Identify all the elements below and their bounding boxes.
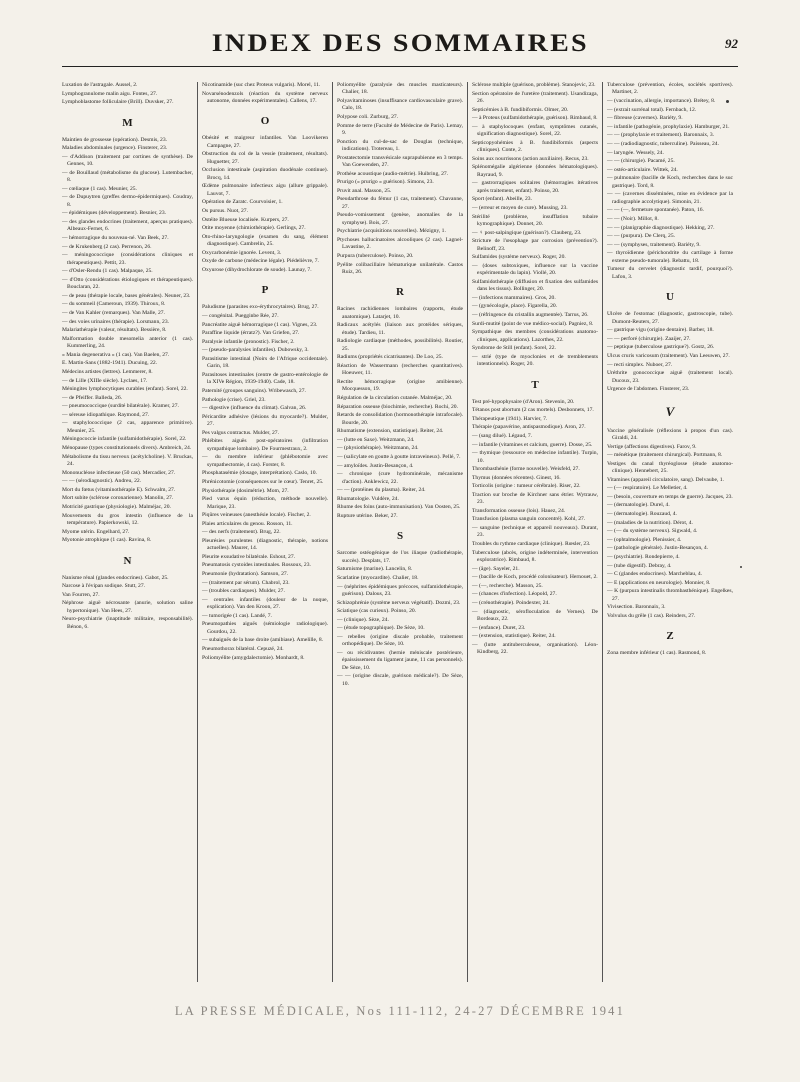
index-entry: — (psychiatrie). Rondepierre, 4. [607,554,680,561]
index-entry: Œdème pulmonaire infectieux aigu (allure grippale). Lauvot, 7. [202,183,328,197]
index-entry: — ou récidivantes (hernie méniscale postérieure, épaississement du ligament jaune, 11 cas personnels). De Sèze, 10. [337,649,463,671]
index-entry: Os pursus. Nuot, 27. [202,208,248,214]
index-entry: E. Martin-Sans (1882-1941). Ducuing, 22. [62,360,158,367]
section-letter: N [123,554,132,567]
index-entry: — du sommeil (Cameroun, 1939). Thiroux, 8. [62,301,166,308]
index-entry: Ulcère de l'estomac (diagnostic, gastroscopie, tube). Dumont-Reuters, 27. [607,311,733,325]
index-entry: — de Van Kahler (remarques). Van Malle, 27. [62,309,165,316]
index-entry: Mononucléose infectieuse (50 cas). Mercadier, 27. [62,469,176,476]
index-entry: — strié (type de myoclonies et de tremblements intentionnels). Roger, 20. [472,353,598,368]
index-entry: Obstruction du col de la vessie (traitement, résultats). Huguetter, 27. [202,151,328,165]
index-entry: Polypose coli. Zurburg, 27. [337,114,399,120]
index-entry: — — (symphyses, traitement). Bariéty, 9. [607,241,701,248]
index-entry: — tumorigée (1 cas). Landé, 7. [202,612,272,619]
index-entry: — gastrorragiques solitaires (hémorragies itératives après traitement, enfant). Poinso, 20. [472,180,598,194]
index-entry: Vaccine généralisée (réflexions à propos d'un cas). Giraldi, 24. [607,427,733,441]
index-entry: — (—, recherche). Masson, 25. [472,582,543,589]
index-entry: Stérilité (problème, insufflation tubaire kymographique). Donnet, 20. [472,213,598,227]
index-entry: — ♀ post-salpingique (guérison?). Clauberg, 23. [472,229,582,236]
section-letter: S [396,530,404,543]
index-entry: Splénomégalie algérienne (données hématologiques). Rayraud, 9. [472,164,598,178]
index-entry: Traction sur broche de Kirchner sans étrier. Wytrauw, 23. [472,491,598,506]
index-entry: Tuberculose (abcès, origine indéterminée, intervention exploratrice). Rimbaud, 8. [472,549,598,564]
index-entry: Sulfamides (système nerveux). Roger, 20. [472,254,566,261]
index-entry: Mouvements du gros intestin (influence de la température). Papierkowski, 12. [62,512,193,527]
ink-speck [726,100,729,103]
index-entry: — (bacille de Koch, procédé colonisateur). Hernouet, 2. [472,574,598,581]
index-entry: — du membre inférieur (phlébotomie avec sympathectomie, 4 cas). Forster, 8. [202,454,328,468]
index-entry: Pseudarthrose du fémur (1 cas, traitement). Chavanne, 27. [337,196,463,210]
index-entry: Paraffine liquide (érratz?). Van Griefen, 27. [202,330,300,337]
index-entry: Transfusion (plasma sanguin concentré). Kohl, 27. [472,516,586,523]
index-entry: — (— respiratoire). Le Melletier, 4. [607,485,688,492]
section-letter: M [122,116,133,129]
page-title: INDEX DES SOMMAIRES [211,30,589,57]
index-entry: — (pathologie générale). Justin-Besançon, 4. [607,545,709,552]
index-entry: Réaction de Wassermann (recherches quantitatives). Hoeuwer, 11. [337,362,463,377]
page-header [0,30,800,58]
index-entry: — (tube digestif). Debray, 4. [607,562,672,569]
index-entry: Troubles du rythme cardiaque (clinique). Rœsler, 23. [472,541,591,548]
index-entry: — pulmonaire (bacille de Koch, recherches dans le suc gastrique). Tord, 8. [607,175,733,189]
index-entry: Thymus (données récentes). Ginest, 16. [472,474,561,481]
index-entry: Vertige (affections digestives). Farov, 9. [607,443,697,450]
index-entry: — — (purpura). De Clerq, 25. [607,233,676,240]
index-entry: Zona membre inférieur (1 cas). Rasmond, 8. [607,650,707,657]
index-entry: Lymphoblastome folliculaire (Brill). Duvsker, 27. [62,99,174,106]
index-entry: — (troubles cardiaques). Mulder, 27. [202,588,285,595]
index-entry: — — perforé (chirurgie). Zaaijer, 27. [607,335,691,342]
index-entry: — (étude topographique). De Sèze, 10. [337,625,425,632]
index-entry: Saturnisme (marine). Lancelin, 8. [337,566,413,573]
index-entry: — (— du système nerveux). Sigwald, 4. [607,528,698,535]
index-entry: Section opératoire de l'uretère (traitement). Usandizaga, 26. [472,90,598,104]
index-entry: Volvulus du grêle (1 cas). Reinders, 27. [607,613,696,619]
index-entry: Vivisection. Baronnaix, 3. [607,604,666,611]
index-entry: Métabolisme du tissu nerveux (acétylcholine). V. Bruckas, 24. [62,453,193,468]
index-entry: Oto-rhino-laryngologie (examen du sang, élément diagnostique). Cambrelin, 25. [202,233,328,248]
index-entry: — — (prophylaxie et traitement). Baronnaix, 3. [607,132,715,139]
index-entry: Radiologie cardiaque (méthodes, possibilités). Routier, 25. [337,338,463,352]
index-entry: — infantile (vitamines et calcium, guerre). Dosse, 25. [472,441,593,448]
index-entry: Parasitoses intestinales (centre de gastro-entérologie de la XIVe Région, 1939-1940). Cade, 18. [202,371,328,386]
index-entry: Vitamines (appareil circulatoire, sang). Delvaube, 1. [607,476,724,483]
header-rule [62,66,738,67]
index-entry: — chronique (cure hydrominérale, mécanisme d'action). Anklewicz, 22. [337,471,463,485]
index-entry: — (gynécologie, place). Figarella, 20. [472,303,558,310]
index-entry: Opération de Zaratc. Courvoisier, 1. [202,199,283,206]
index-entry: Pathologie (crise). Griel, 23. [202,396,266,403]
index-entry: — — (sérodiagnostic). Andreu, 22. [62,478,142,485]
index-entry: Pied varus équin (réduction, méthode nouvelle). Marique, 23. [202,496,328,510]
index-entry: Surdi-mutité (point de vue médico-social). Pagniez, 8. [472,320,594,327]
index-entry: — thyroïdienne (périchondrite du cartilage à forme externe pseudo-tumorale). Rebattu, 18. [607,250,733,264]
index-entry: Sport (enfant). Abeille, 23. [472,196,532,203]
index-entry: — (traitement par sérum). Chabrol, 23. [202,579,290,586]
index-entry: Thérapie (papavérine, antispasmodique). Aron, 27. [472,424,586,431]
index-entry: Polyavitaminoses (insuffisance cardiovasculaire grave). Calo, 18. [337,98,463,112]
index-entry: Mort du fœtus (vitaminothérapie E). Schwalm, 27. [62,486,176,493]
index-entry: — peptique (tuberculose gastrique?). Gostz, 26. [607,344,715,351]
index-entry: Myotonie atrophique (1 cas). Ravina, 8. [62,537,152,544]
index-entry: Maintien de grossesse (opération). Desmis, 23. [62,136,168,143]
index-entry: — E (applications en neurologie). Monnier, 8. [607,579,711,586]
index-entry: Paternité (groupes sanguins). Wribewasch, 27. [202,387,306,394]
index-entry: — sanguine (technique et appareil nouveaux). Durant, 23. [472,525,598,539]
index-entry: — subaiguës de la base droite (amibiase). Amelille, 8. [202,637,324,644]
index-entry: Otite moyenne (chimiothérapie). Gerlings, 27. [202,225,306,232]
index-entry: Phosphatasémie (dosage, interprétation). Caslo, 10. [202,470,317,477]
index-entry: — — (Noir). Millot, 8. [607,215,659,222]
index-entry: — (âge). Sayeler, 21. [472,565,520,572]
index-entry: — (physiothérapie). Weitzmann, 24. [337,445,419,452]
index-entry: — des nerfs (traitement). Brug, 22. [202,529,281,536]
index-entry: — de Lille (XIIIe siècle). Lyclaes, 17. [62,377,148,384]
index-entry: — (maladies de la nutrition). Dérot, 4. [607,519,693,526]
index-entry: — (sang dilué). Légaud, 7. [472,432,533,439]
index-entry: Oxycarbonémie ignorée. Levent, 3. [202,249,282,256]
index-entry: Purpura (tuberculose). Poinso, 20. [337,252,414,259]
index-entry: Méningococcie infantile (sulfamidothérapie). Sorel, 22. [62,436,187,443]
index-entry: Malariathérapie (valeur, résultats). Bessière, 8. [62,327,167,334]
index-entry: — (enfance). Duret, 23. [472,624,526,631]
index-entry: Racines rachidiennes lombaires (rapports, étude anatomique). Latarjet, 10. [337,306,463,320]
index-entry: Pancréatite aiguë hémorragique (1 cas). Vignes, 23. [202,321,318,328]
index-entry: — (diagnostic, sérofloculation de Vernes). De Bordeaux, 22. [472,608,598,623]
index-entry: — de Krukenberg (2 cas). Perrenon, 26. [62,243,152,250]
index-entry: Prothèse acoustique (audio-métrie). Huibring, 27. [337,170,449,177]
index-entry: Thérapeutique (1941). Harvier, 7. [472,415,548,422]
index-entry: Rupture utérine. Beker, 27. [337,512,398,519]
index-entry: Paludisme (parasites exo-érythrocytaires). Brug, 27. [202,304,319,311]
index-entry: Pes valgus contractus. Mulder, 27. [202,429,279,436]
index-entry: Myome utérin. Engelhard, 27. [62,528,130,535]
index-entry: Pseudo-vomissement (genèse, anomalies de la symphyse). Bois, 27. [337,212,463,226]
index-entry: Poliomyélite (paralysie des muscles masticateurs). Chalier, 18. [337,82,463,96]
index-entry: — d'Otto (considérations étiologiques et thérapeutiques). Bouclaran, 22. [62,276,193,291]
index-entry: Ostéite Blueuse localisée. Kurpers, 27. [202,216,289,223]
index-entry: — (dermatologie). Rouzaud, 4. [607,511,677,518]
index-entry: Ulcus cruris varicosum (traitement). Van Leeuwen, 27. [607,352,730,359]
index-entry: Test pré-hypophysaire (d'Aron). Stevenin, 20. [472,398,575,405]
index-entry: Prurigo (« prurigo » guérison). Simons, 23. [337,179,434,186]
index-entry: Physiothérapie (dosimétrie). Mom, 27. [202,487,289,494]
index-entry: Stricture de l'œsophage par corrosion (prévention?). Belinoff, 23. [472,238,598,252]
index-entry: — de Bouillaud (métabolisme du glucose). Lutembacher, 8. [62,169,193,184]
index-entry: — séreuse idiopathique. Raymond, 27. [62,411,150,418]
index-entry: Pneumopathies aiguës (sémiologie radiologique). Gourdou, 22. [202,621,328,635]
index-column [332,82,467,982]
index-entry: — (infections mammaires). Gros, 20. [472,294,556,301]
index-entry: Rhumatisme (extension, statistique). Reiter, 24. [337,428,444,435]
index-entry: Prostatectomie transvésicale suprapubienne en 3 temps. Van Goewenden, 27. [337,154,463,168]
index-entry: Phlébites aiguës post-opératoires (infiltration sympathique lombaire). De Fourmestraux, 2. [202,438,328,452]
ink-speck [740,566,742,568]
index-entry: Péricardite adhésive (lésions du myocarde?). Mulder, 27. [202,413,328,428]
index-entry: Ptychoses hallucinatoires alcooliques (2 cas). Lagnel-Lavastine, 2. [337,236,463,251]
index-entry: Scarlatine (myocardite). Chalier, 18. [337,574,419,581]
index-entry: Radiums (propriétés cicatrisantes). De Loo, 25. [337,354,443,361]
index-entry: — (extrait surrénal total). Fernbach, 12. [607,106,697,113]
index-entry: — — (protéines du plasma). Reiter, 24. [337,487,426,494]
index-entry: Sympathique des membres (considérations anatomo-cliniques, applications). Lazorthes, 22. [472,329,598,343]
index-entry: Pomme de terre (Faculté de Médecine de Paris). Lemay, 9. [337,122,463,136]
page-number: 92 [725,36,738,51]
section-letter: U [666,291,674,304]
index-entry: Tumeur du cervelet (diagnostic tardif, pourquoi?). Lafon, 3. [607,266,733,280]
index-entry: Syndrome de Still (enfant). Sorel, 22. [472,345,556,352]
section-letter: T [531,378,539,391]
index-entry: — thymique (ressource en médecine infantile). Turpin, 10. [472,450,598,464]
index-entry: Ménopause (types constitutionnels divers). Ambreich, 24. [62,445,192,452]
index-entry: Rhume des foins (auto-immunisation). Van Oosten, 25. [337,504,461,511]
index-entry: — gastrique vigu (origine dentaire). Barber, 18. [607,327,714,334]
index-entry: — (clinique). Sèze, 24. [337,616,389,623]
index-entry: — fibreuse (cavernes). Bariéty, 9. [607,115,683,122]
index-entry: — méningococcique (considérations cliniques et thérapeutiques). Pettit, 23. [62,252,193,266]
index-entry: Pruvit anal. Masson, 25. [337,187,392,194]
index-entry: Uréthrite gonococcique aiguë (traitement local). Ducoux, 23. [607,370,733,384]
journal-footer: LA PRESSE MÉDICALE, Nos 111-112, 24-27 DÉCEMBRE 1941 [174,1004,626,1018]
index-entry: Phrénicotomie (conséquences sur le cœur). Tenret, 25. [202,478,324,485]
index-entry: Obésité et maigreur infantiles. Van Loovikeren Campagne, 27. [202,135,328,149]
index-entry: — (crénothérapie). Poindexter, 24. [472,600,550,607]
index-entry: — (ophtalmologie). Plenissier, 4. [607,536,682,543]
index-entry: Neuro-psychiatrie (inaptitude militaire, responsabilité). Bénon, 6. [62,616,193,630]
index-entry: — centrales infantiles (douleur de la nuque, explication). Van den Kroon, 27. [202,596,328,611]
index-entry: — de Dupuytren (greffes dermo-épidermiques). Coudray, 8. [62,194,193,208]
index-entry: — (pseudo-paralysies infantiles). Dubowsky, 3. [202,347,309,354]
index-entry: « Mania degenerativa » (1 cas). Van Baelen, 27. [62,351,170,358]
index-entry: — (extension, statistique). Reiter, 24. [472,633,556,640]
index-entry: — de peau (thérapie locale, bases générales). Neuner, 23. [62,292,191,299]
index-entry: Van Fourren, 27. [62,591,100,598]
index-entry: Tétanos post abortum (2 cas mortels). Desbonnets, 17. [472,407,594,414]
section-letter: Z [666,630,674,643]
index-entry: — à Proteus (sulfamidothérapie, guérison). Rimbaud, 8. [472,115,598,122]
index-entry: Piqûres veineuses (anesthésie locale). Fischer, 2. [202,512,311,519]
index-entry: — infantile (pathogénie, prophylaxie). Hamburger, 21. [607,123,730,130]
index-entry: Parasitisme intestinal (Noirs de l'Afrique occidentale). Garin, 18. [202,355,328,370]
index-entry: Novarsénodenzols (réaction du système nerveux autonome, données expérimentales). Callens, 17. [202,90,328,104]
index-entry: Occlusion intestinale (aspiration duodénale continue). Brocq, 14. [202,167,328,181]
index-entry: Luxation de l'astragale. Aussel, 2. [62,82,138,88]
index-entry: Médecins artistes (lettres). Lemmerer, 8. [62,368,153,375]
index-entry: Septicopyohémies à B. fundibiformis (aspects cliniques). Conte, 2. [472,139,598,154]
index-entry: — à staphylocoques (enfant, symptômes cutanés, signification diagnostique). Sorel, 22. [472,123,598,138]
index-entry: — (lutte en Saxe). Weitzmann, 24. [337,436,415,443]
index-entry: Pneumothorax bilatéral. Cepuzé, 24. [202,646,284,653]
index-entry: — amyloïdes. Justin-Besançon, 4. [337,462,414,469]
index-entry: Schizophrénie (système nerveux végétatif). Dozmi, 23. [337,599,461,606]
index-entry: Paralysie infantile (pronostic). Fischer, 2. [202,338,295,345]
index-column [62,82,197,982]
index-column [602,82,737,982]
index-entry: — cœliaque (1 cas). Meunier, 25. [62,185,137,192]
index-entry: — — (radiodiagnostic, tuberculine). Paisseau, 24. [607,140,720,147]
index-entry: — — (chirurgie). Pacamé, 25. [607,158,675,165]
index-entry: — congénital. Puegginbe Rée, 27. [202,312,279,319]
index-entry: — d'Osler-Rendu (1 cas). Malpaque, 25. [62,268,153,275]
index-entry: — des voies urinaires (thérapie). Lorsmann, 23. [62,318,170,325]
index-entry: Mort subite (sclérose coronarienne). Manolin, 27. [62,495,174,502]
section-letter: V [665,403,675,419]
index-entry: Méningites lymphocytiques curables (enfant). Sorel, 22. [62,386,188,393]
index-entry: Psychiatrie (acquisitions nouvelles). Mézigny, 1. [337,228,446,235]
index-entry: Nanisme rénal (glandes endocrines). Gabot, 25. [62,574,169,581]
index-entry: — (néphrites épidémiques précoces, sulfamidothérapie, guérison). Dalous, 23. [337,583,463,597]
index-entry: — rebelles (origine discale probable, traitement orthopédique). De Sèze, 10. [337,633,463,648]
index-entry: Pleurésies purulentes (diagnostic, thérapie, notions actuelles). Maurer, 14. [202,537,328,552]
index-entry: Narcose à l'évipan sodique. Stutt, 27. [62,583,146,590]
index-entry: Transformation osseuse (lois). Hauez, 24. [472,507,566,514]
index-entry: Nicotinamide (suc chez Proteus vulgaris). Morel, 11. [202,82,321,88]
index-columns [62,82,738,982]
index-entry: — pneumococcique (surdité bilatérale). Kramer, 27. [62,403,179,410]
index-entry: Oxyurose (dihydrochlorate de soude). Launay, 7. [202,266,312,273]
index-entry: Thrombasthénie (forme nouvelle). Weisfeld, 27. [472,466,580,473]
index-entry: Oxyde de carbone (médecine légale). Piédelièvre, 7. [202,258,319,265]
index-entry: Pleurite exsudative bilatérale. Eshout, 27. [202,553,296,560]
index-entry: Lymphogranulome malin aigu. Fontes, 27. [62,90,158,97]
index-entry: — hémorragique du nouveau-né. Van Beek, 27. [62,234,169,241]
index-entry: Néphrose aiguë nécrosante (anurie, solution saline hypertonique). Van Hees, 27. [62,600,193,614]
index-entry: — staphylococcique (2 cas, apparence primitive). Meunier, 25. [62,420,193,434]
index-entry: Radicaux acétylés (liaison aux protéides sériques, étude). Tardieu, 11. [337,322,463,336]
section-letter: P [261,284,269,297]
index-entry: — — (origine discale, guérison médicale?). De Sèze, 10. [337,673,463,687]
index-column [197,82,332,982]
index-entry: Pneumatosis cystoides intestinales. Rossoux, 23. [202,562,311,569]
index-entry: — de Pfeiffer. Balleda, 26. [62,394,123,401]
index-entry: Sarcome ostéogénique de l'os iliaque (radiothérapie, succès). Desplats, 17. [337,550,463,564]
index-entry: Motricité gastrique (physiologie). Malméjac, 20. [62,504,171,511]
index-entry: Régulation de la circulation cutanée. Malméjac, 20. [337,394,453,401]
index-entry: Retards de consolidation (hormonothérapie intrafocale). Bourde, 20. [337,412,463,426]
index-entry: Soins aux nourrissons (action auxiliaire). Recus, 23. [472,155,589,162]
index-entry: Malformation double mesomelia anterior (1 cas). Kummerling, 24. [62,335,193,350]
index-entry: Tuberculose (prévention, écoles, sociétés sportives). Martinet, 2. [607,82,733,96]
index-entry: — (dermatologie). Durel, 4. [607,502,670,509]
index-entry: Rectite hémorragique (origine amibienne). Mocquesson, 19. [337,378,463,393]
index-entry: Pneumonie (hydratation). Samson, 27. [202,571,289,578]
index-entry: Sulfamidothérapie (diffusion et fixation des sulfamides dans les tissus). Bollinger, 20. [472,278,598,293]
index-entry: Réparation osseuse (biochimie, recherche). Rochi, 20. [337,403,459,410]
index-entry: — ostéo-articulaire. Wittek, 24. [607,166,678,173]
section-letter: R [396,286,404,299]
index-entry: Septicémies à B. fundibiformis. Olmer, 20. [472,106,569,113]
index-entry: — digestive (influence du climat). Galvan, 26. [202,405,307,412]
index-entry: — K (purpura intestinalis thrombasthénique). Engelkes, 27. [607,588,733,602]
index-entry: — des glandes endocrines (traitement, aperçus pratiques). Albeaux-Fernet, 6. [62,218,193,233]
index-entry: — — (cavernes disséminées, mise en évidence par la radiographie accolytique). Simonin, 21. [607,191,733,205]
index-entry: Sclérose multiple (guérison, problème). Stanojevic, 23. [472,82,596,88]
index-entry: Sciatique (cas curieux). Poinso, 20. [337,608,417,615]
index-entry: — laryngée. Wessely, 24. [607,149,664,156]
index-entry: Torticolis (origine : tumeur cérébrale). Riser, 22. [472,483,581,490]
index-entry: — — (planigraphie diagnostique). Hekking, 27. [607,224,715,231]
index-entry: — (réfringence du cristallin augmentée). Tarrus, 26. [472,311,589,318]
index-entry: — recti simplex. Nuboer, 27. [607,361,673,368]
index-entry: Urgence de l'abdomen. Finsterer, 23. [607,386,690,393]
index-entry: Pyélite colibacillaire hématurique unilatérale. Castos Ruiz, 26. [337,261,463,275]
index-entry: — C (glandes endocrines). Marcheblau, 4. [607,571,703,578]
section-letter: O [260,115,270,128]
index-entry: — (lutte antituberculeuse, organisation). Léon-Kindberg, 22. [472,641,598,656]
index-column [467,82,602,982]
index-entry: — (erreur et moyen de cure). Mussing, 23. [472,204,568,211]
index-entry: — (besoin, couverture en temps de guerre). Jacques, 23. [607,493,733,500]
index-entry: — (doses subtoxiques, influence sur la vaccine expérimentale du lapin). Viollé, 20. [472,262,598,277]
index-entry: — épidémiques (développement). Besnier, 23. [62,210,167,217]
index-entry: — d'Addison (traitement par cortines de synthèse). De Gennes, 10. [62,153,193,168]
index-entry: Plaies articulaires du genou. Rosson, 11. [202,520,293,527]
index-entry: Poliomyélite (amygdalectomie). Monhardt, 8. [202,654,305,661]
index-entry: — (vaccination, allergie, importance). Brétey, 8. [607,98,716,104]
index-entry: Vestiges du canal thyréoglosse (étude anatomo-clinique). Hennebert, 25. [607,460,733,475]
index-entry: Ponction du cul-de-sac de Douglas (technique, indications). Trotereau, 1. [337,138,463,152]
index-entry: — ménétique (traitement chirurgical). Portmann, 8. [607,452,723,459]
index-entry: Rhumatologie. Vuldère, 24. [337,495,399,502]
index-entry: — — (—, fermeture spontanée). Paton, 16. [607,207,704,214]
index-entry: Maladies abdominales (urgence). Finsterer, 23. [62,145,168,152]
index-entry: — (chances d'infection). Léopold, 27. [472,591,557,598]
index-entry: — (salicylate en goutte à goutte intraveineux). Pellé, 7. [337,453,461,460]
